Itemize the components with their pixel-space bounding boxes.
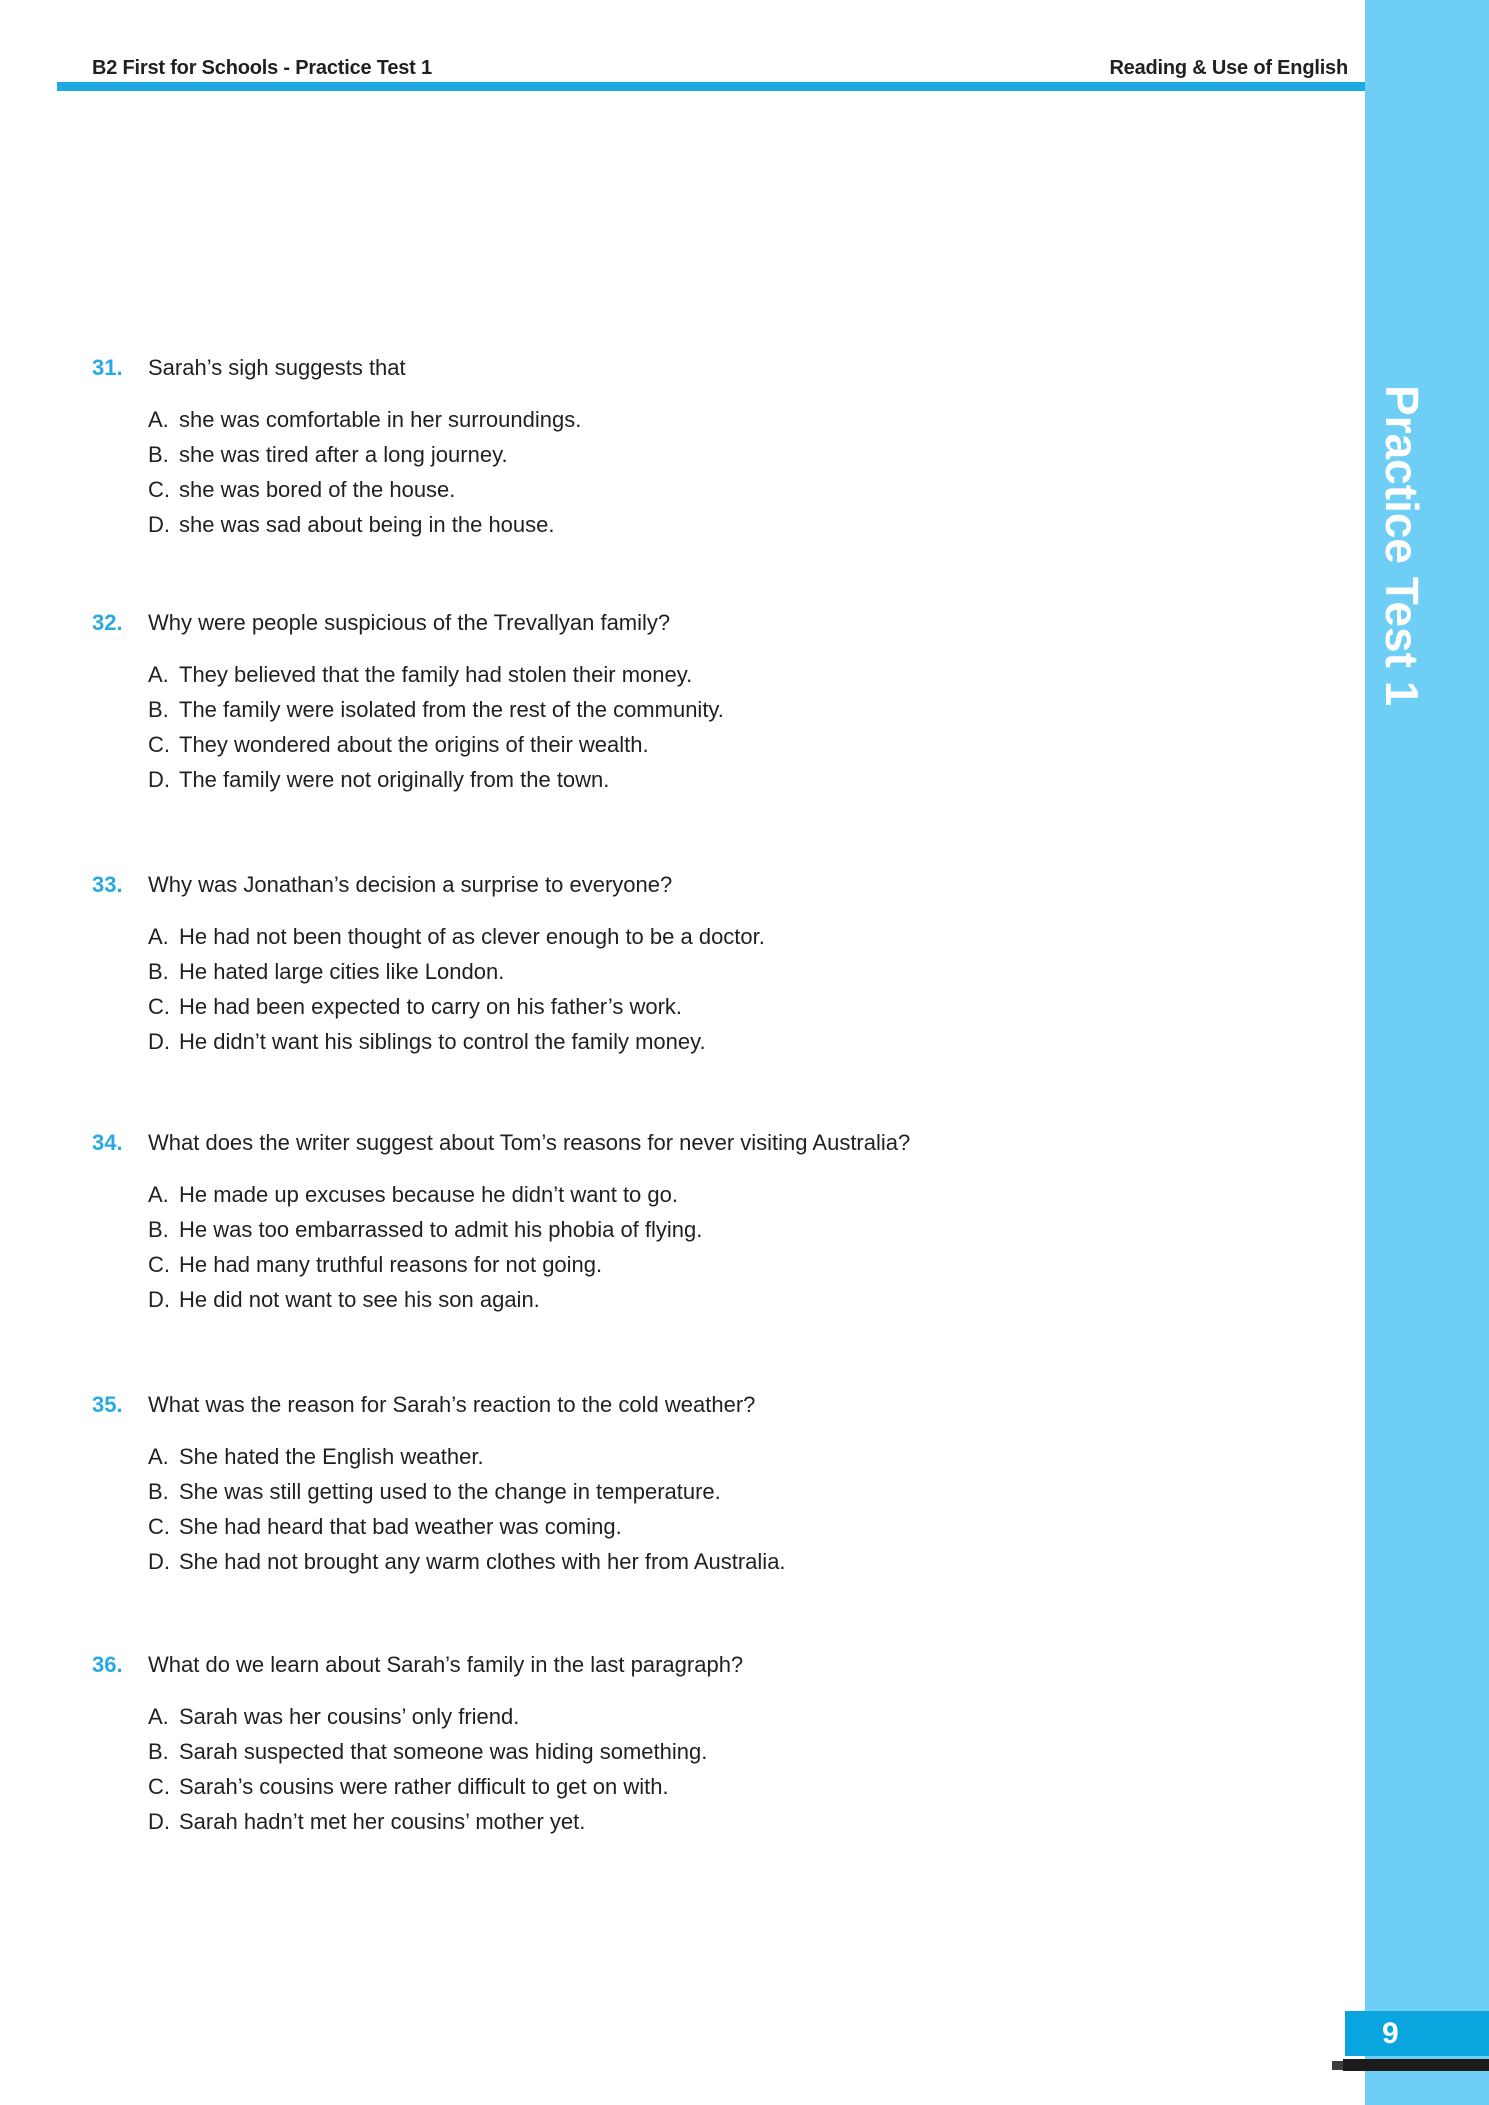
option-text: They believed that the family had stolen their money. — [179, 662, 693, 687]
option-text: He had many truthful reasons for not going. — [179, 1252, 603, 1277]
question-text: What does the writer suggest about Tom’s reasons for never visiting Australia? — [148, 1130, 911, 1155]
option-text: Sarah’s cousins were rather difficult to get on with. — [179, 1774, 669, 1799]
option-label: A. — [148, 407, 169, 432]
sidebar-band — [1365, 0, 1489, 2105]
practice-test-label: Practice Test 1 — [1376, 385, 1428, 707]
question-line — [92, 350, 581, 385]
option-row-a — [148, 657, 724, 692]
question-block-32 — [92, 605, 724, 797]
option-label: C. — [148, 1514, 170, 1539]
option-row-c — [148, 727, 724, 762]
question-number: 35. — [92, 1392, 123, 1417]
option-label: B. — [148, 959, 169, 984]
option-text: she was sad about being in the house. — [179, 512, 555, 537]
option-row-d — [148, 1544, 786, 1579]
question-number: 34. — [92, 1130, 123, 1155]
option-label: D. — [148, 1029, 170, 1054]
option-label: C. — [148, 1774, 170, 1799]
question-text: Why were people suspicious of the Trevallyan family? — [148, 610, 671, 635]
option-row-c — [148, 1247, 910, 1282]
question-number: 33. — [92, 872, 123, 897]
question-block-36 — [92, 1647, 743, 1839]
option-text: She hated the English weather. — [179, 1444, 484, 1469]
option-text: He was too embarrassed to admit his phobia of flying. — [179, 1217, 703, 1242]
question-line — [92, 1647, 743, 1682]
option-label: A. — [148, 1182, 169, 1207]
page-number-box — [1345, 2011, 1489, 2056]
footer-bar — [1343, 2059, 1489, 2071]
options-list — [148, 919, 765, 1059]
option-label: B. — [148, 697, 169, 722]
option-row-a — [148, 1177, 910, 1212]
option-row-b — [148, 437, 581, 472]
option-row-d — [148, 1024, 765, 1059]
option-text: she was bored of the house. — [179, 477, 456, 502]
option-label: C. — [148, 1252, 170, 1277]
option-label: D. — [148, 512, 170, 537]
option-row-c — [148, 989, 765, 1024]
option-text: He had been expected to carry on his father’s work. — [179, 994, 683, 1019]
book-title: B2 First for Schools - Practice Test 1 — [92, 57, 432, 79]
option-label: D. — [148, 1549, 170, 1574]
option-row-b — [148, 1474, 786, 1509]
option-text: He made up excuses because he didn’t want to go. — [179, 1182, 678, 1207]
section-title: Reading & Use of English — [1109, 57, 1348, 79]
option-label: D. — [148, 1809, 170, 1834]
option-row-a — [148, 1439, 786, 1474]
option-row-d — [148, 1282, 910, 1317]
option-text: The family were not originally from the town. — [179, 767, 610, 792]
question-block-31 — [92, 350, 581, 542]
option-row-d — [148, 1804, 743, 1839]
option-row-b — [148, 954, 765, 989]
footer-bar-tab — [1332, 2061, 1343, 2070]
option-label: D. — [148, 767, 170, 792]
option-label: A. — [148, 1444, 169, 1469]
header-rule — [57, 82, 1365, 91]
question-number: 32. — [92, 610, 123, 635]
option-label: B. — [148, 442, 169, 467]
option-row-b — [148, 692, 724, 727]
question-line — [92, 867, 765, 902]
option-text: She had heard that bad weather was coming. — [179, 1514, 622, 1539]
options-list — [148, 657, 724, 797]
option-label: C. — [148, 477, 170, 502]
option-text: He hated large cities like London. — [179, 959, 505, 984]
question-line — [92, 605, 724, 640]
option-label: A. — [148, 924, 169, 949]
question-text: What do we learn about Sarah’s family in the last paragraph? — [148, 1652, 744, 1677]
option-text: He did not want to see his son again. — [179, 1287, 540, 1312]
question-block-33 — [92, 867, 765, 1059]
option-label: C. — [148, 732, 170, 757]
option-row-c — [148, 1509, 786, 1544]
option-row-b — [148, 1212, 910, 1247]
option-text: Sarah was her cousins’ only friend. — [179, 1704, 520, 1729]
option-text: He had not been thought of as clever enough to be a doctor. — [179, 924, 765, 949]
option-text: They wondered about the origins of their wealth. — [179, 732, 649, 757]
option-text: She had not brought any warm clothes with her from Australia. — [179, 1549, 786, 1574]
option-row-b — [148, 1734, 743, 1769]
question-line — [92, 1387, 786, 1422]
options-list — [148, 1439, 786, 1579]
question-line — [92, 1125, 910, 1160]
option-label: A. — [148, 662, 169, 687]
question-block-35 — [92, 1387, 786, 1579]
option-row-c — [148, 1769, 743, 1804]
question-text: Why was Jonathan’s decision a surprise to everyone? — [148, 872, 673, 897]
option-text: He didn’t want his siblings to control the family money. — [179, 1029, 706, 1054]
option-row-d — [148, 762, 724, 797]
option-row-a — [148, 919, 765, 954]
option-text: she was tired after a long journey. — [179, 442, 508, 467]
question-text: What was the reason for Sarah’s reaction to the cold weather? — [148, 1392, 756, 1417]
question-number: 36. — [92, 1652, 123, 1677]
option-text: The family were isolated from the rest of the community. — [179, 697, 724, 722]
option-label: C. — [148, 994, 170, 1019]
option-row-c — [148, 472, 581, 507]
question-number: 31. — [92, 355, 123, 380]
option-label: A. — [148, 1704, 169, 1729]
option-label: D. — [148, 1287, 170, 1312]
question-text: Sarah’s sigh suggests that — [148, 355, 406, 380]
options-list — [148, 1699, 743, 1839]
question-block-34 — [92, 1125, 910, 1317]
option-label: B. — [148, 1739, 169, 1764]
options-list — [148, 402, 581, 542]
option-text: Sarah hadn’t met her cousins’ mother yet. — [179, 1809, 586, 1834]
option-label: B. — [148, 1217, 169, 1242]
option-text: Sarah suspected that someone was hiding something. — [179, 1739, 708, 1764]
option-text: She was still getting used to the change in temperature. — [179, 1479, 721, 1504]
page-number: 9 — [1382, 2017, 1399, 2050]
option-row-a — [148, 402, 581, 437]
option-row-a — [148, 1699, 743, 1734]
option-text: she was comfortable in her surroundings. — [179, 407, 582, 432]
option-label: B. — [148, 1479, 169, 1504]
options-list — [148, 1177, 910, 1317]
option-row-d — [148, 507, 581, 542]
